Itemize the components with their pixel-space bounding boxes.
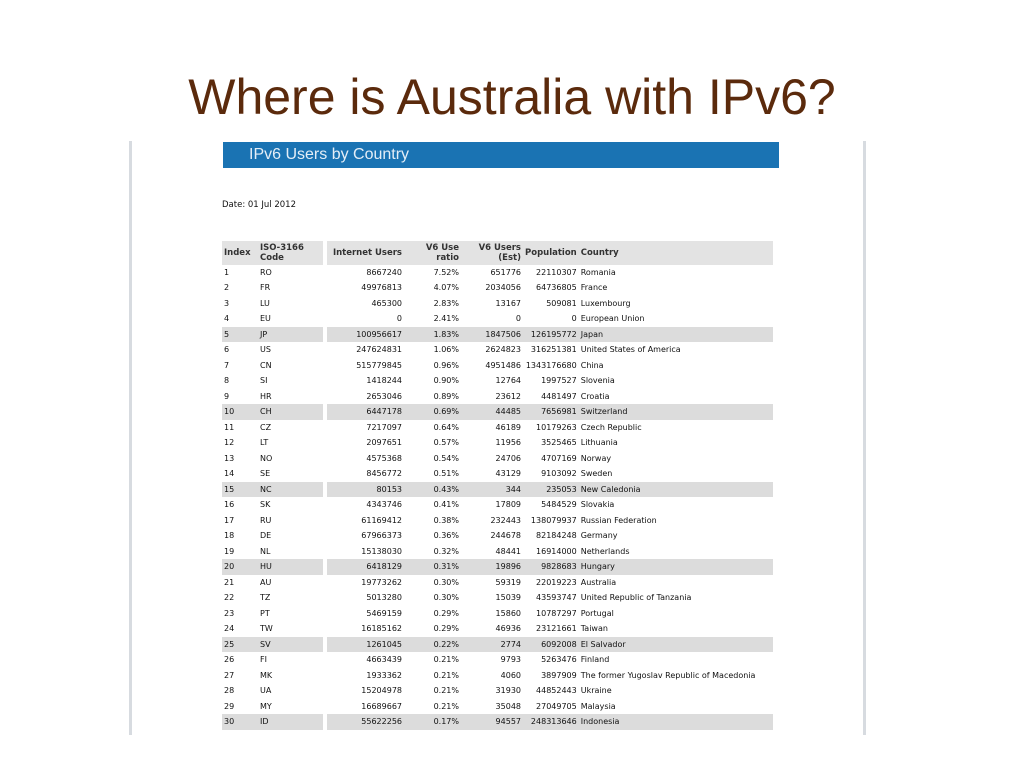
cell-internet-users: 515779845 (356, 360, 402, 370)
table-row (222, 575, 773, 590)
cell-country: New Caledonia (579, 482, 773, 497)
cell-internet-users: 49976813 (361, 283, 402, 293)
cell-country: Taiwan (580, 624, 608, 634)
cell-v6-users: 43129 (495, 469, 521, 479)
cell-iso-code: TZ (260, 593, 271, 603)
cell-population: 0 (571, 314, 577, 324)
cell-index: 13 (224, 453, 235, 463)
cell-v6-users: 11956 (495, 438, 521, 448)
cell-v6-users: 13167 (495, 298, 521, 308)
cell-v6-use-ratio: 0.90% (433, 376, 459, 386)
cell-internet-users: 8456772 (366, 469, 402, 479)
embedded-report-screenshot (129, 141, 866, 735)
slide-title: Where is Australia with IPv6? (188, 69, 836, 125)
cell-country: Czech Republic (580, 422, 642, 432)
cell-iso-code: CZ (260, 422, 272, 432)
cell-population: 316251381 (530, 345, 577, 355)
cell-country: Slovenia (580, 376, 615, 386)
cell-iso-code: SI (260, 376, 268, 386)
table-row (222, 389, 773, 404)
cell-iso-code: TW (260, 624, 273, 634)
cell-iso-code: RO (260, 268, 272, 277)
cell-internet-users: 247624831 (356, 345, 402, 355)
cell-internet-users: 16689667 (361, 701, 402, 711)
cell-v6-use-ratio: 0.89% (433, 391, 459, 401)
cell-v6-use-ratio: 0.54% (433, 453, 459, 463)
cell-country: Lithuania (580, 438, 618, 448)
table-header-row (222, 241, 773, 265)
cell-country: Russian Federation (580, 515, 657, 525)
table-row (222, 683, 773, 698)
cell-index: 22 (224, 593, 235, 603)
cell-country: Romania (580, 268, 616, 277)
cell-index: 8 (224, 376, 230, 386)
table-row (222, 311, 773, 326)
cell-v6-use-ratio: 0.22% (404, 637, 461, 652)
cell-iso-code: ID (258, 714, 323, 729)
cell-index: 23 (224, 608, 235, 618)
cell-country: Portugal (580, 608, 614, 618)
table-row (222, 466, 773, 481)
cell-v6-use-ratio: 0.21% (433, 701, 459, 711)
cell-v6-use-ratio: 2.83% (433, 298, 459, 308)
cell-v6-users: 2774 (461, 637, 523, 652)
table-row (222, 714, 773, 729)
cell-internet-users: 55622256 (327, 714, 404, 729)
cell-population: 10179263 (536, 422, 577, 432)
cell-country: Australia (580, 577, 617, 587)
cell-v6-use-ratio: 0.69% (404, 404, 461, 419)
table-row (222, 435, 773, 450)
cell-iso-code: NL (260, 546, 271, 556)
cell-population: 10787297 (536, 608, 577, 618)
cell-iso-code: HR (260, 391, 272, 401)
cell-index: 9 (224, 391, 230, 401)
table-row (222, 265, 773, 280)
cell-index: 16 (224, 500, 235, 510)
cell-v6-users: 4951486 (485, 360, 521, 370)
cell-index: 18 (224, 531, 235, 541)
cell-internet-users: 6418129 (327, 559, 404, 574)
table-row (222, 621, 773, 636)
cell-population: 22110307 (536, 268, 577, 277)
ipv6-users-table (222, 241, 773, 730)
cell-country: Ukraine (580, 686, 612, 696)
cell-iso-code: CH (258, 404, 323, 419)
cell-index: 17 (224, 515, 235, 525)
cell-v6-use-ratio: 0.96% (433, 360, 459, 370)
report-banner: IPv6 Users by Country (223, 142, 779, 168)
cell-iso-code: FI (260, 655, 267, 665)
cell-v6-use-ratio: 7.52% (433, 268, 459, 277)
cell-iso-code: UA (260, 686, 272, 696)
report-date: Date: 01 Jul 2012 (222, 200, 296, 210)
cell-index: 15 (222, 482, 258, 497)
cell-internet-users: 6447178 (327, 404, 404, 419)
cell-v6-use-ratio: 0.38% (433, 515, 459, 525)
cell-v6-users: 344 (461, 482, 523, 497)
cell-country: United Republic of Tanzania (580, 593, 692, 603)
cell-iso-code: FR (260, 283, 271, 293)
cell-v6-use-ratio: 0.43% (404, 482, 461, 497)
cell-v6-users: 48441 (495, 546, 521, 556)
cell-v6-users: 94557 (461, 714, 523, 729)
cell-v6-users: 23612 (495, 391, 521, 401)
cell-iso-code: EU (260, 314, 271, 324)
cell-country: Switzerland (579, 404, 773, 419)
table-body (222, 265, 773, 730)
cell-internet-users: 19773262 (361, 577, 402, 587)
cell-v6-users: 9793 (500, 655, 521, 665)
cell-iso-code: SE (260, 469, 271, 479)
cell-internet-users: 15138030 (361, 546, 402, 556)
cell-v6-use-ratio: 0.21% (433, 670, 459, 680)
cell-country: Slovakia (580, 500, 615, 510)
cell-iso-code: PT (260, 608, 270, 618)
cell-country: Luxembourg (580, 298, 631, 308)
cell-index: 3 (224, 298, 230, 308)
cell-v6-users: 46936 (495, 624, 521, 634)
header-v6-users: V6 Users (Est) (461, 241, 523, 265)
table-row (222, 404, 773, 419)
cell-iso-code: LT (260, 438, 269, 448)
cell-v6-users: 4060 (500, 670, 521, 680)
cell-v6-users: 31930 (495, 686, 521, 696)
cell-v6-users: 24706 (495, 453, 521, 463)
cell-population: 1997527 (541, 376, 577, 386)
cell-v6-users: 651776 (490, 268, 521, 277)
cell-v6-use-ratio: 0.21% (433, 686, 459, 696)
cell-v6-use-ratio: 4.07% (433, 283, 459, 293)
cell-v6-users: 19896 (461, 559, 523, 574)
cell-country: Hungary (579, 559, 773, 574)
header-population: Population (523, 241, 579, 265)
cell-index: 21 (224, 577, 235, 587)
cell-population: 5484529 (541, 500, 577, 510)
cell-v6-users: 15039 (495, 593, 521, 603)
cell-index: 4 (224, 314, 230, 324)
table-row (222, 327, 773, 342)
cell-population: 9103092 (541, 469, 577, 479)
cell-iso-code: MK (260, 670, 273, 680)
cell-internet-users: 0 (396, 314, 402, 324)
cell-index: 6 (224, 345, 230, 355)
cell-country: France (580, 283, 608, 293)
cell-internet-users: 465300 (371, 298, 402, 308)
cell-population: 9828683 (523, 559, 579, 574)
cell-v6-use-ratio: 0.57% (433, 438, 459, 448)
cell-population: 509081 (546, 298, 577, 308)
cell-iso-code: LU (260, 298, 270, 308)
cell-internet-users: 4575368 (366, 453, 402, 463)
cell-v6-use-ratio: 0.31% (404, 559, 461, 574)
cell-v6-use-ratio: 0.41% (433, 500, 459, 510)
cell-iso-code: NC (258, 482, 323, 497)
cell-v6-use-ratio: 0.29% (433, 624, 459, 634)
cell-v6-use-ratio: 0.51% (433, 469, 459, 479)
cell-population: 4481497 (541, 391, 577, 401)
cell-population: 3525465 (541, 438, 577, 448)
cell-v6-use-ratio: 0.32% (433, 546, 459, 556)
cell-index: 14 (224, 469, 235, 479)
table-row (222, 373, 773, 388)
cell-index: 1 (224, 268, 230, 277)
header-country: Country (579, 241, 773, 265)
cell-country: Croatia (580, 391, 610, 401)
table-row (222, 590, 773, 605)
cell-country: European Union (580, 314, 645, 324)
cell-v6-use-ratio: 0.64% (433, 422, 459, 432)
cell-internet-users: 7217097 (366, 422, 402, 432)
header-iso-code: ISO-3166 Code (258, 241, 323, 265)
cell-population: 5263476 (541, 655, 577, 665)
table-row (222, 296, 773, 311)
table-row (222, 637, 773, 652)
cell-index: 26 (224, 655, 235, 665)
cell-iso-code: SK (260, 500, 271, 510)
cell-v6-use-ratio: 1.83% (404, 327, 461, 342)
cell-v6-use-ratio: 0.36% (433, 531, 459, 541)
cell-v6-use-ratio: 0.30% (433, 577, 459, 587)
table-row (222, 544, 773, 559)
cell-population: 82184248 (536, 531, 577, 541)
cell-iso-code: CN (260, 360, 272, 370)
cell-iso-code: MY (260, 701, 272, 711)
cell-v6-users: 44485 (461, 404, 523, 419)
table-row (222, 559, 773, 574)
cell-index: 20 (222, 559, 258, 574)
cell-internet-users: 1933362 (366, 670, 402, 680)
cell-v6-users: 244678 (490, 531, 521, 541)
cell-population: 64736805 (536, 283, 577, 293)
cell-v6-use-ratio: 0.29% (433, 608, 459, 618)
cell-v6-users: 2624823 (485, 345, 521, 355)
cell-internet-users: 1261045 (327, 637, 404, 652)
cell-country: Sweden (580, 469, 613, 479)
cell-v6-users: 59319 (495, 577, 521, 587)
cell-internet-users: 5013280 (366, 593, 402, 603)
cell-internet-users: 4343746 (366, 500, 402, 510)
cell-population: 43593747 (536, 593, 577, 603)
cell-population: 235053 (523, 482, 579, 497)
cell-population: 4707169 (541, 453, 577, 463)
cell-index: 7 (224, 360, 230, 370)
cell-v6-users: 232443 (490, 515, 521, 525)
cell-v6-use-ratio: 2.41% (433, 314, 459, 324)
cell-population: 1343176680 (525, 360, 577, 370)
table-row (222, 482, 773, 497)
cell-v6-users: 0 (515, 314, 521, 324)
cell-iso-code: SV (258, 637, 323, 652)
cell-iso-code: AU (260, 577, 272, 587)
table-row (222, 497, 773, 512)
cell-internet-users: 15204978 (361, 686, 402, 696)
cell-country: China (580, 360, 604, 370)
cell-v6-users: 46189 (495, 422, 521, 432)
cell-iso-code: JP (258, 327, 323, 342)
cell-internet-users: 5469159 (366, 608, 402, 618)
header-v6-use-ratio: V6 Use ratio (404, 241, 461, 265)
cell-population: 23121661 (536, 624, 577, 634)
cell-country: The former Yugoslav Republic of Macedonia (580, 670, 756, 680)
cell-population: 138079937 (530, 515, 577, 525)
table-row (222, 606, 773, 621)
table-row (222, 342, 773, 357)
cell-internet-users: 61169412 (361, 515, 402, 525)
cell-v6-users: 1847506 (461, 327, 523, 342)
table-row (222, 528, 773, 543)
cell-internet-users: 1418244 (366, 376, 402, 386)
table-row (222, 280, 773, 295)
cell-internet-users: 16185162 (361, 624, 402, 634)
cell-iso-code: HU (258, 559, 323, 574)
cell-country: United States of America (580, 345, 681, 355)
cell-index: 30 (222, 714, 258, 729)
cell-internet-users: 2653046 (366, 391, 402, 401)
table-row (222, 699, 773, 714)
cell-index: 5 (222, 327, 258, 342)
table-row (222, 652, 773, 667)
cell-country: Norway (580, 453, 612, 463)
cell-iso-code: DE (260, 531, 272, 541)
cell-population: 7656981 (523, 404, 579, 419)
cell-index: 11 (224, 422, 235, 432)
cell-v6-users: 15860 (495, 608, 521, 618)
cell-country: Netherlands (580, 546, 630, 556)
cell-country: Germany (580, 531, 618, 541)
table-row (222, 358, 773, 373)
cell-v6-use-ratio: 0.17% (404, 714, 461, 729)
cell-iso-code: NO (260, 453, 273, 463)
cell-v6-use-ratio: 1.06% (433, 345, 459, 355)
cell-index: 24 (224, 624, 235, 634)
cell-index: 2 (224, 283, 230, 293)
header-index: Index (222, 241, 258, 265)
cell-population: 27049705 (536, 701, 577, 711)
cell-internet-users: 2097651 (366, 438, 402, 448)
cell-index: 19 (224, 546, 235, 556)
table-row (222, 420, 773, 435)
cell-v6-users: 2034056 (485, 283, 521, 293)
cell-country: Japan (579, 327, 773, 342)
cell-v6-users: 12764 (495, 376, 521, 386)
cell-index: 29 (224, 701, 235, 711)
cell-internet-users: 4663439 (366, 655, 402, 665)
cell-internet-users: 100956617 (327, 327, 404, 342)
cell-population: 126195772 (523, 327, 579, 342)
cell-population: 6092008 (523, 637, 579, 652)
cell-country: Finland (580, 655, 610, 665)
cell-v6-users: 35048 (495, 701, 521, 711)
cell-population: 44852443 (536, 686, 577, 696)
cell-v6-use-ratio: 0.30% (433, 593, 459, 603)
table-row (222, 513, 773, 528)
cell-country: El Salvador (579, 637, 773, 652)
cell-population: 248313646 (523, 714, 579, 729)
cell-country: Malaysia (580, 701, 616, 711)
header-internet-users: Internet Users (327, 241, 404, 265)
cell-index: 12 (224, 438, 235, 448)
cell-index: 25 (222, 637, 258, 652)
cell-population: 16914000 (536, 546, 577, 556)
cell-v6-users: 17809 (495, 500, 521, 510)
cell-internet-users: 8667240 (366, 268, 402, 277)
cell-iso-code: RU (260, 515, 272, 525)
cell-country: Indonesia (579, 714, 773, 729)
table-row (222, 668, 773, 683)
cell-index: 27 (224, 670, 235, 680)
cell-index: 10 (222, 404, 258, 419)
cell-internet-users: 67966373 (361, 531, 402, 541)
table-row (222, 451, 773, 466)
cell-v6-use-ratio: 0.21% (433, 655, 459, 665)
cell-iso-code: US (260, 345, 271, 355)
cell-index: 28 (224, 686, 235, 696)
cell-population: 22019223 (536, 577, 577, 587)
cell-population: 3897909 (541, 670, 577, 680)
cell-internet-users: 80153 (327, 482, 404, 497)
